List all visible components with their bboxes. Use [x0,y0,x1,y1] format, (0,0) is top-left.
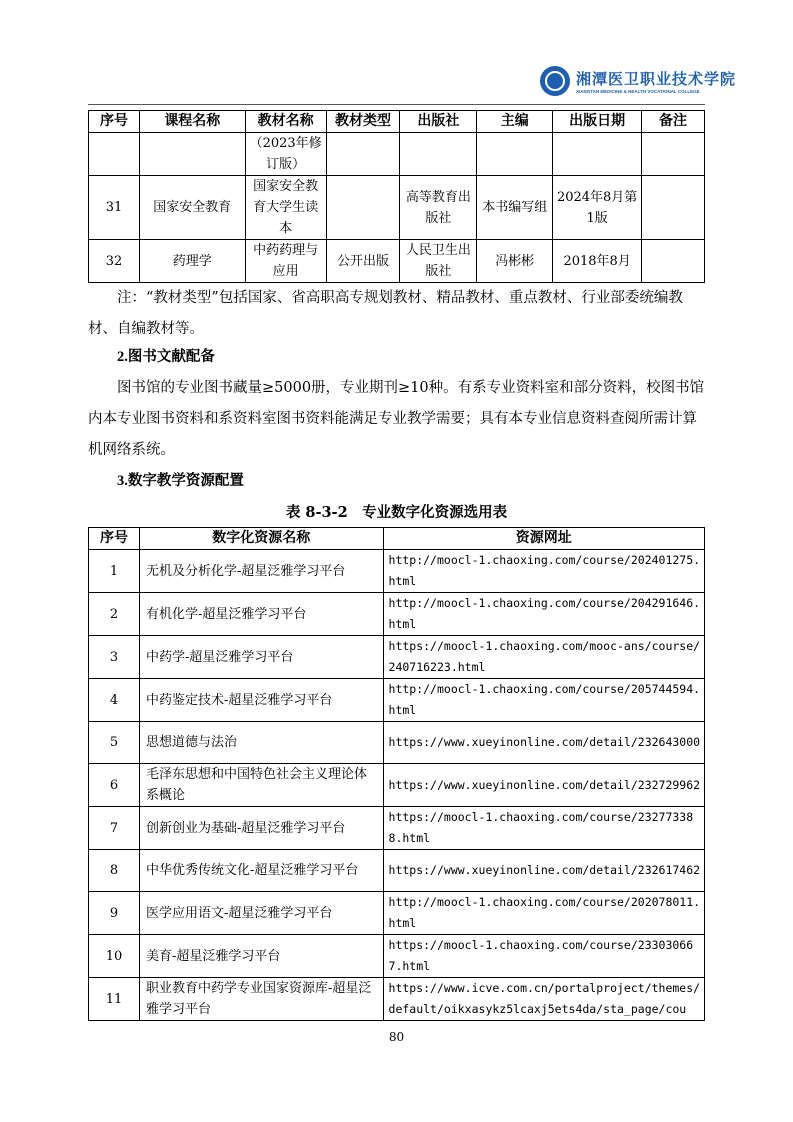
resource-name: 医学应用语文-超星泛雅学习平台 [139,892,383,935]
section-2-body: 图书馆的专业图书藏量≥5000册，专业期刊≥10种。有系专业资料室和部分资料，校图书馆内本专业图书资料和系资料室图书资料能满足专业教学需要；具有本专业信息资料查阅所需计算机网络系统。 [88,380,705,458]
table-cell: 冯彬彬 [477,240,553,283]
table-cell: 高等教育出版社 [400,176,477,240]
row-number: 8 [89,850,140,892]
table-cell: 2018年8月 [553,240,642,283]
table-cell: 32 [89,240,140,283]
column-header: 序号 [89,528,140,550]
resource-url[interactable]: https://www.icve.com.cn/portalproject/themes/default/oikxasykz5lcaxj5ets4da/sta_page/cou [383,978,704,1021]
table-cell: 31 [89,176,140,240]
table-cell: 国家安全教育大学生读本 [245,176,326,240]
section-3-heading: 3.数字教学资源配置 [117,473,244,489]
row-number: 4 [89,679,140,722]
college-seal-icon [540,66,570,96]
table-caption: 表 8-3-2 专业数字化资源选用表 [285,504,508,521]
resource-name: 有机化学-超星泛雅学习平台 [139,593,383,636]
table-row [89,892,705,935]
row-number: 9 [89,892,140,935]
resource-url[interactable]: http://moocl-1.chaoxing.com/course/204291646.html [383,593,704,636]
table-row [89,850,705,892]
textbook-table [88,110,705,283]
table-row [89,240,705,283]
resource-url[interactable]: https://www.xueyinonline.com/detail/232729962 [383,764,704,807]
table-cell [642,133,705,176]
row-number: 7 [89,807,140,850]
table-cell [642,176,705,240]
college-logo [540,66,736,96]
column-header: 资源网址 [383,528,704,550]
digital-resources-table [88,527,705,1021]
table-cell: （2023年修订版） [245,133,326,176]
table-cell: 中药药理与应用 [245,240,326,283]
resource-name: 创新创业为基础-超星泛雅学习平台 [139,807,383,850]
table-cell [553,133,642,176]
table-cell: 公开出版 [326,240,400,283]
resource-name: 职业教育中药学专业国家资源库-超星泛雅学习平台 [139,978,383,1021]
column-header: 教材名称 [245,111,326,133]
table-cell [89,133,140,176]
table-note: 注：“教材类型”包括国家、省高职高专规划教材、精品教材、重点教材、行业部委统编教材、自编教材等。 [88,290,683,337]
table-cell [477,133,553,176]
section-2-heading: 2.图书文献配备 [117,349,215,365]
table-row [89,935,705,978]
table-row [89,764,705,807]
table-cell [400,133,477,176]
resource-url[interactable]: https://www.xueyinonline.com/detail/232617462 [383,850,704,892]
logo-subtext: XIANGTAN MEDICINE & HEALTH VOCATIONAL COLLEGE [576,89,700,94]
table-cell: 国家安全教育 [139,176,245,240]
resource-name: 美育-超星泛雅学习平台 [139,935,383,978]
resource-url[interactable]: https://moocl-1.chaoxing.com/mooc-ans/course/240716223.html [383,636,704,679]
table-cell: 本书编写组 [477,176,553,240]
table-cell [326,133,400,176]
table-cell [139,133,245,176]
resource-name: 无机及分析化学-超星泛雅学习平台 [139,550,383,593]
column-header: 出版社 [400,111,477,133]
table-cell: 人民卫生出版社 [400,240,477,283]
table-cell: 2024年8月第1版 [553,176,642,240]
table-row [89,550,705,593]
row-number: 11 [89,978,140,1021]
table-cell [642,240,705,283]
row-number: 6 [89,764,140,807]
resource-url[interactable]: http://moocl-1.chaoxing.com/course/205744594.html [383,679,704,722]
column-header: 数字化资源名称 [139,528,383,550]
page-number: 80 [388,1030,405,1044]
resource-url[interactable]: https://www.xueyinonline.com/detail/232643000 [383,722,704,764]
table-row [89,722,705,764]
resource-url[interactable]: http://moocl-1.chaoxing.com/course/202401275.html [383,550,704,593]
logo-text: 湘潭医卫职业技术学院 [576,70,737,88]
table-row [89,133,705,176]
resource-name: 思想道德与法治 [139,722,383,764]
table-row [89,679,705,722]
row-number: 10 [89,935,140,978]
resource-url[interactable]: https://moocl-1.chaoxing.com/course/232773388.html [383,807,704,850]
table-row [89,176,705,240]
row-number: 5 [89,722,140,764]
resource-name: 毛泽东思想和中国特色社会主义理论体系概论 [139,764,383,807]
row-number: 2 [89,593,140,636]
column-header: 出版日期 [553,111,642,133]
column-header: 主编 [477,111,553,133]
row-number: 3 [89,636,140,679]
resource-name: 中药鉴定技术-超星泛雅学习平台 [139,679,383,722]
resource-name: 中华优秀传统文化-超星泛雅学习平台 [139,850,383,892]
table-cell [326,176,400,240]
resource-name: 中药学-超星泛雅学习平台 [139,636,383,679]
table-row [89,593,705,636]
header-divider [88,104,705,105]
table-cell: 药理学 [139,240,245,283]
column-header: 备注 [642,111,705,133]
column-header: 序号 [89,111,140,133]
table-row [89,978,705,1021]
column-header: 课程名称 [139,111,245,133]
table-row [89,636,705,679]
row-number: 1 [89,550,140,593]
table-row [89,807,705,850]
column-header: 教材类型 [326,111,400,133]
resource-url[interactable]: http://moocl-1.chaoxing.com/course/202078011.html [383,892,704,935]
resource-url[interactable]: https://moocl-1.chaoxing.com/course/233030667.html [383,935,704,978]
